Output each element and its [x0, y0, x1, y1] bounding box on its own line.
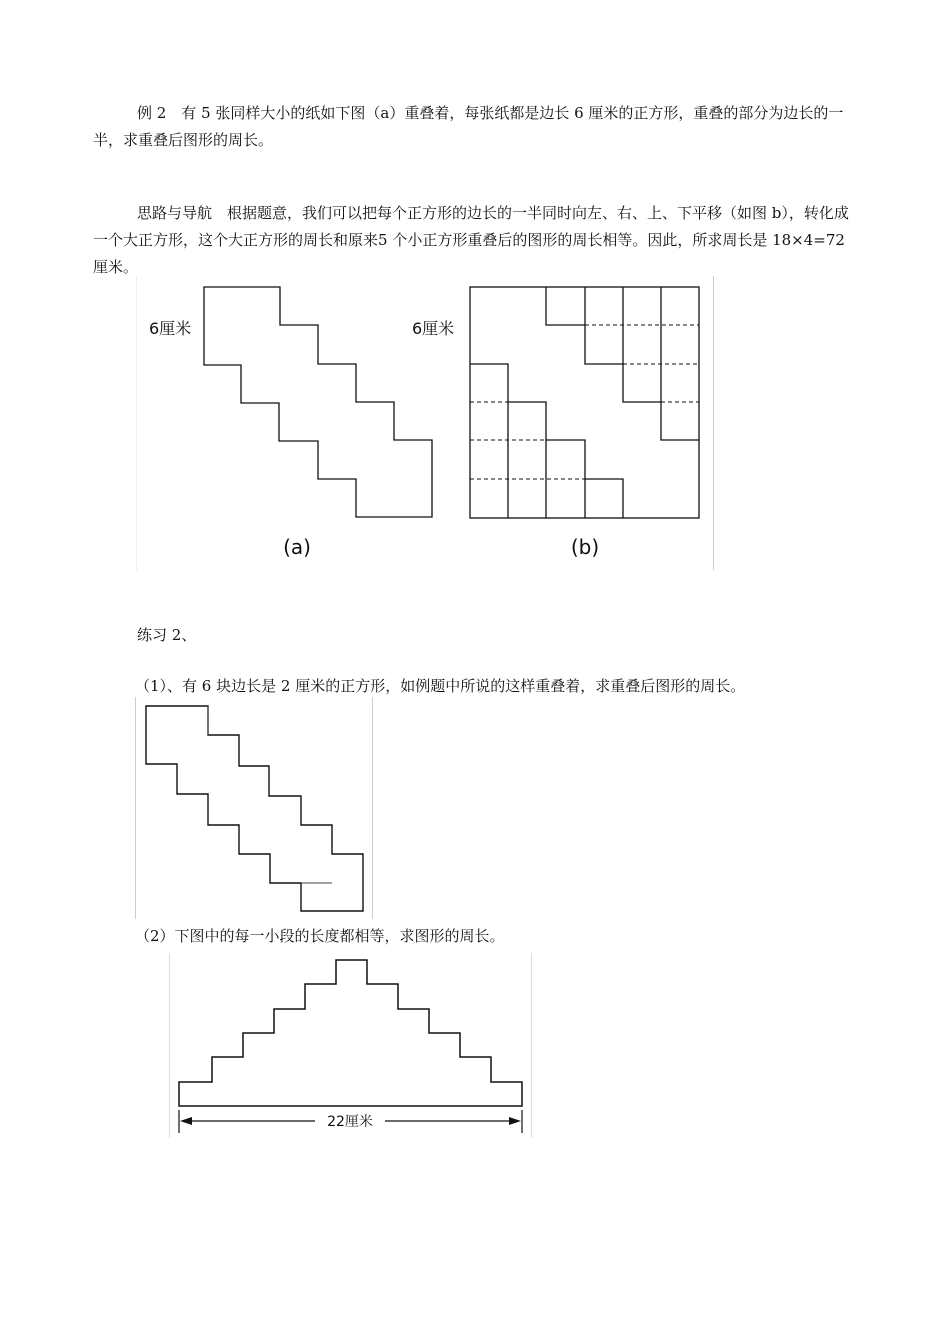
practice-figure-2-svg: [170, 953, 531, 1138]
six-overlapping-squares: [146, 706, 363, 911]
dimension-arrow-left: [180, 1117, 192, 1125]
example-problem-text: 例 2 有 5 张同样大小的纸如下图（a）重叠着，每张纸都是边长 6 厘米的正方形，重叠的部分为边长的一半，求重叠后图形的周长。: [93, 104, 844, 149]
figure-a-overlapping-squares: [204, 287, 432, 517]
dimension-arrow-right: [509, 1117, 521, 1125]
dimension-label: 22厘米: [327, 1114, 373, 1130]
figure-b-side-label: 6厘米: [412, 319, 455, 338]
practice-heading: 练习 2、: [137, 626, 197, 644]
practice-figure-1-svg: [136, 697, 372, 919]
staircase-shape: [179, 960, 522, 1106]
practice-figure-1: [135, 697, 373, 919]
practice-figure-2: [169, 953, 532, 1138]
figure-a-side-label: 6厘米: [149, 319, 192, 338]
example-figure: [136, 276, 714, 570]
example-figure-svg: [137, 276, 713, 570]
practice-question-1: （1）、有 6 块边长是 2 厘米的正方形，如例题中所说的这样重叠着，求重叠后图形的周长。: [135, 677, 746, 695]
example-solution-text: 思路与导航 根据题意，我们可以把每个正方形的边长的一半同时向左、右、上、下平移（如图 b），转化成一个大正方形，这个大正方形的周长和原来5 个小正方形重叠后的图形的周长相等。因此，所求周长是 18×4=72 厘米。: [93, 204, 849, 276]
practice-question-2: （2）下图中的每一小段的长度都相等，求图形的周长。: [135, 927, 505, 945]
figure-b-caption: (b): [570, 535, 600, 559]
figure-a-caption: (a): [283, 535, 311, 559]
